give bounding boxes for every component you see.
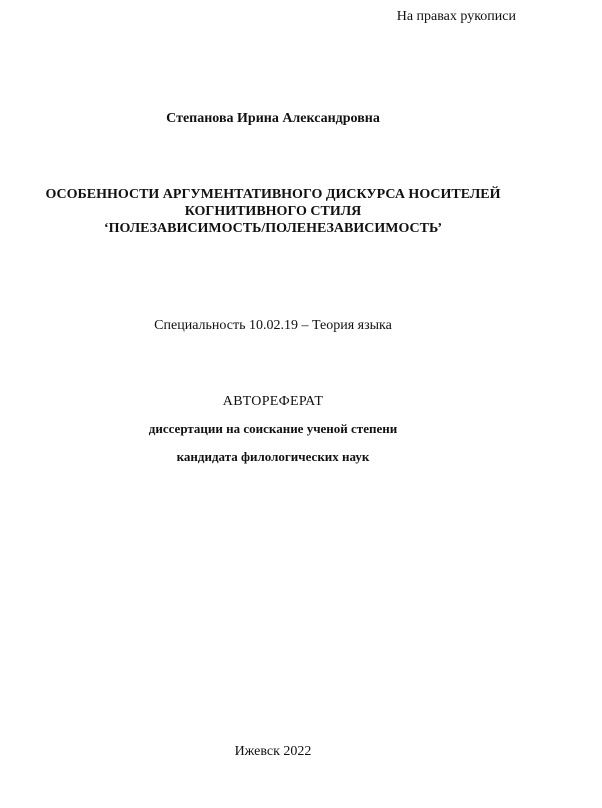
specialty: Специальность 10.02.19 – Теория языка: [154, 318, 392, 333]
title-line-1: ОСОБЕННОСТИ АРГУМЕНТАТИВНОГО ДИСКУРСА НОСИТЕЛЕЙ: [45, 187, 501, 202]
document-type: АВТОРЕФЕРАТ: [222, 394, 324, 409]
city-year: Ижевск 2022: [234, 744, 312, 759]
document-purpose: диссертации на соискание ученой степени: [148, 421, 398, 436]
author-name: Степанова Ирина Александровна: [166, 111, 380, 126]
title-line-2: КОГНИТИВНОГО СТИЛЯ: [184, 204, 362, 219]
dissertation-title: [0, 186, 546, 237]
copyright-note: На правах рукописи: [396, 9, 516, 24]
academic-degree: кандидата филологических наук: [176, 449, 370, 464]
title-line-3: ‘ПОЛЕЗАВИСИМОСТЬ/ПОЛЕНЕЗАВИСИМОСТЬ’: [103, 221, 443, 236]
